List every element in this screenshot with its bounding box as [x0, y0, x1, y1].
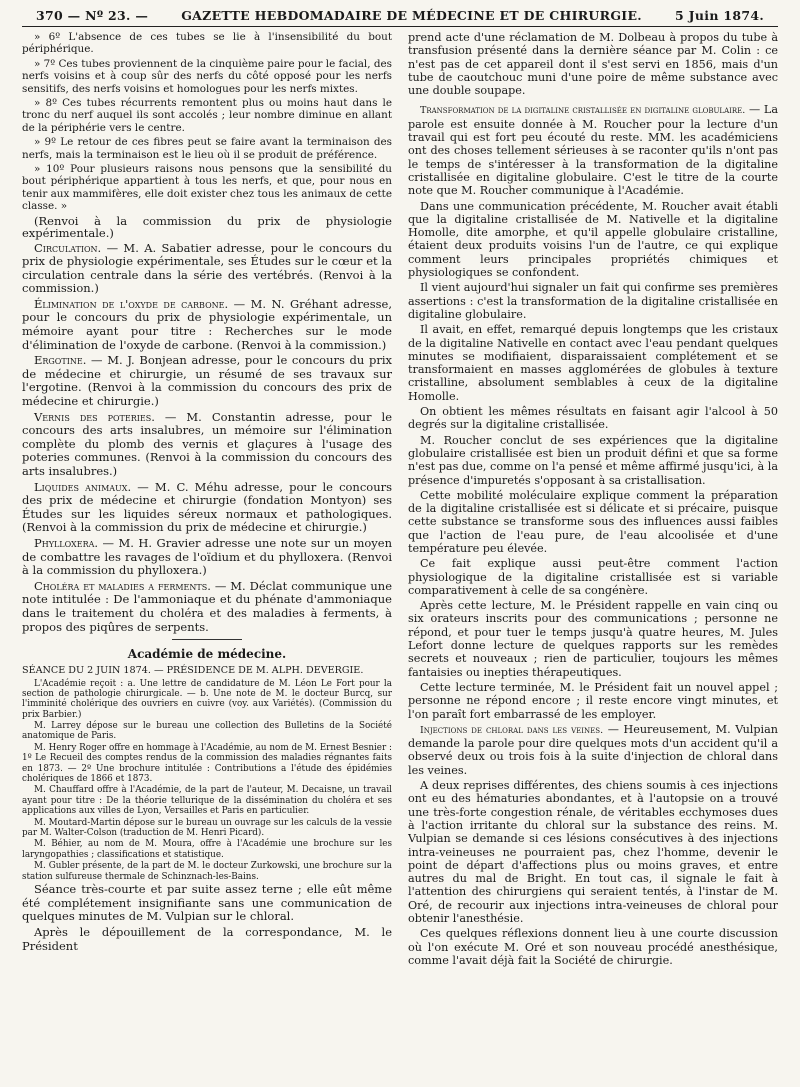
paragraph: Cette lecture terminée, M. le Président fait un nouvel appel ; personne ne répond encore ; il reste encore vingt minutes, et l'on paraît fort embarrassé de les employer. — [408, 680, 778, 721]
liquides-entry: Liquides animaux. — M. C. Méhu adresse, pour le concours des prix de médecine et chirurgie (fondation Montyon) ses Études sur les liquides séreux normaux et pathologiques. (Renvoi à la commission du prix de médecine et chirurgie.) — [22, 479, 392, 535]
circulation-entry: Circulation. — M. A. Sabatier adresse, pour le concours du prix de physiologie expérimentale, ses Études sur le cœur et la circulation centrale dans la série des vertébrés. (Renvoi à la commission.) — [22, 240, 392, 296]
small-paragraph: M. Moutard-Martin dépose sur le bureau un ouvrage sur les calculs de la vessie par M. Walter-Colson (traduction de M. Henri Picard). — [22, 817, 392, 838]
small-paragraph: L'Académie reçoit : a. Une lettre de candidature de M. Léon Le Fort pour la section de pathologie chirurgicale. — b. Une note de M. le docteur Burcq, sur l'imminité cholérique des ouvriers en cuivre (voy. aux Variétés). (Commission du prix Barbier.) — [22, 678, 392, 720]
issue-date: 5 Juin 1874. — [675, 8, 764, 23]
section-divider — [172, 639, 242, 640]
paragraph: Après le dépouillement de la correspondance, M. le Président — [22, 925, 392, 953]
paragraph: » 6º L'absence de ces tubes se lie à l'insensibilité du bout périphérique. — [22, 31, 392, 56]
ergotine-entry: Ergotine. — M. J. Bonjean adresse, pour le concours du prix de médecine et chirurgie, un résumé de ses travaux sur l'ergotine. (Renvoi à la commission du concours des prix de médecine et chirurgie.) — [22, 353, 392, 409]
cholera-entry: Choléra et maladies a ferments. — M. Déclat communique une note intitulée : De l'ammoniaque et du phénate d'ammoniaque dans le traitement du choléra et des maladies à ferments, à propos des piqûres de serpents. — [22, 578, 392, 634]
left-column — [22, 31, 392, 1061]
right-column — [408, 31, 778, 1061]
paragraph: prend acte d'une réclamation de M. Dolbeau à propos du tube à transfusion présenté dans la dernière séance par M. Colin : ce n'est pas de cet appareil dont il s'est servi en 1856, mais d'un tube de caoutchouc muni d'une poire de même substance avec une double soupape. — [408, 31, 778, 98]
phylloxera-entry: Phylloxera. — M. H. Gravier adresse une note sur un moyen de combattre les ravages de l'oïdium et du phylloxera. (Renvoi à la commission du phylloxera.) — [22, 535, 392, 578]
injections-entry: Injections de chloral dans les veines. — Heureusement, M. Vulpian demande la parole pour dire quelques mots d'un accident qu'il a observé deux ou trois fois à la suite d'injection de chloral dans les veines. — [408, 722, 778, 777]
paragraph: Après cette lecture, M. le Président rappelle en vain cinq ou six orateurs inscrits pour des communications ; personne ne répond, et pour tuer le temps jusqu'à quatre heures, M. Jules Lefort donne lecture de quelques rapports sur les remèdes secrets et nouveaux ; rien de particulier, toujours les mêmes fantaisies ou inepties thérapeutiques. — [408, 599, 778, 679]
section-label: Phylloxera. — [34, 535, 99, 550]
page-header — [22, 6, 778, 23]
paragraph: Ce fait explique aussi peut-être comment l'action physiologique de la digitaline cristallisée est si variable comparativement à celle de sa congénère. — [408, 557, 778, 597]
small-paragraph: M. Béhier, au nom de M. Moura, offre à l'Académie une brochure sur les laryngopathies ; classifications et statistique. — [22, 839, 392, 860]
paragraph: » 8º Ces tubes récurrents remontent plus ou moins haut dans le tronc du nerf auquel ils sont accolés ; leur nombre diminue en allant de la périphérie vers le centre. — [22, 97, 392, 134]
paragraph: Cette mobilité moléculaire explique comment la préparation de la digitaline cristallisée est si délicate et si précaire, puisque cette substance se transforme sous des influences aussi faibles que l'action de l'eau pure, de l'eau alcoolisée et d'une température peu élevée. — [408, 488, 778, 555]
seance-line: SÉANCE DU 2 JUIN 1874. — PRÉSIDENCE DE M. ALPH. DEVERGIE. — [22, 664, 364, 676]
paragraph: » 10º Pour plusieurs raisons nous pensons que la sensibilité du bout périphérique appartient à tous les nerfs, et que, pour nous en tenir aux mammifères, elle doit exister chez tous les animaux de cette classe. » — [22, 163, 392, 213]
paragraph: Il avait, en effet, remarqué depuis longtemps que les cristaux de la digitaline Nativelle en contact avec l'eau pendant quelques minutes se modifiaient, disparaissaient complétement et se transformaient en masses agglomérées de globules à texture cristalline, absolument semblables à ceux de la digitaline Homolle. — [408, 323, 778, 403]
small-paragraph: M. Chauffard offre à l'Académie, de la part de l'auteur, M. Decaisne, un travail ayant pour titre : De la théorie tellurique de la dissémination du choléra et ses applications aux villes de Lyon, Versailles et Paris en particulier. — [22, 785, 392, 816]
small-paragraph: M. Henry Roger offre en hommage à l'Académie, au nom de M. Ernest Besnier : 1º Le Recueil des comptes rendus de la commission des maladies régnantes faits en 1873. — 2º Une brochure intitulée : Contributions a l'étude des épidémies cholériques de 1866 et 1873. — [22, 743, 392, 784]
vernis-entry: Vernis des poteries. — M. Constantin adresse, pour le concours des arts insalubres, un mémoire sur l'élimination complète du plomb des vernis et glaçures à l'usage des poteries communes. (Renvoi à la commission du concours des arts insalubres.) — [22, 409, 392, 478]
journal-title: GAZETTE HEBDOMADAIRE DE MÉDECINE ET DE CHIRURGIE. — [181, 8, 642, 23]
header-rule — [22, 26, 778, 27]
section-label: Liquides animaux. — [34, 479, 132, 494]
section-title: Académie de médecine. — [127, 647, 287, 662]
paragraph: A deux reprises différentes, des chiens soumis à ces injections ont eu des hématuries abondantes, et à l'autopsie on a trouvé une très-forte congestion rénale, de véritables ecchymoses dues à l'action irritante du chloral sur la substance des reins. M. Vulpian se demande si ces lésions consécutives à des injections intra-veineuses ne pourraient pas, chez l'homme, devenir le point de départ d'affections plus ou moins graves, et entre autres du mal de Bright. En tout cas, il signale le fait à l'attention des chirurgiens qui seraient tentés, à l'instar de M. Oré, de recourir aux injections intra-veineuses de chloral pour obtenir l'anesthésie. — [408, 779, 778, 925]
paragraph: Séance très-courte et par suite assez terne ; elle eût même été complétement insignifiante sans une communication de quelques minutes de M. Vulpian sur le chloral. — [22, 882, 392, 924]
section-label: Ergotine. — [34, 353, 87, 368]
section-label: Vernis des poteries. — [34, 409, 155, 424]
transformation-entry: Transformation de la digitaline cristallisée en digitaline globulaire. — La parole est ensuite donnée à M. Roucher pour la lecture d'un travail qui est fort peu écouté du reste. MM. les académiciens ont des choses tellement sérieuses à se raconter qu'ils n'ont pas le temps de s'intéresser à la transformation de la digitaline cristallisée en digitaline globulaire. C'est le titre de la courte note que M. Roucher communique à l'Académie. — [408, 103, 778, 198]
paragraph: Ces quelques réflexions donnent lieu à une courte discussion où l'on exécute M. Oré et son nouveau procédé anesthésique, comme l'avait déjà fait la Société de chirurgie. — [408, 927, 778, 967]
paragraph: M. Roucher conclut de ses expériences que la digitaline globulaire cristallisée est bien un produit défini et que sa forme n'est pas due, comme on l'a pensé et même affirmé jusqu'ici, à la présence d'impuretés s'opposant à sa cristallisation. — [408, 433, 778, 487]
paragraph: On obtient les mêmes résultats en faisant agir l'alcool à 50 degrés sur la digitaline cristallisée. — [408, 405, 778, 432]
paragraph: Dans une communication précédente, M. Roucher avait établi que la digitaline cristallisée de M. Nativelle et la digitaline Homolle, dite amorphe, et qu'il appelle globulaire cristalline, étaient deux produits voisins l'un de l'autre, ce qui explique comment leurs principales propriétés chimiques et physiologiques se confondent. — [408, 199, 778, 280]
small-paragraph: M. Gubler présente, de la part de M. le docteur Zurkowski, une brochure sur la station sulfureuse thermale de Schinznach-les-Bains. — [22, 861, 392, 882]
elimination-entry: Élimination de l'oxyde de carbone. — M. N. Gréhant adresse, pour le concours du prix de physiologie expérimentale, un mémoire ayant pour titre : Recherches sur le mode d'élimination de l'oxyde de carbone. (Renvoi à la commission.) — [22, 296, 392, 352]
page-number: 370 — Nº 23. — — [36, 8, 149, 23]
paragraph: » 9º Le retour de ces fibres peut se faire avant la terminaison des nerfs, mais la terminaison est le lieu où il se produit de préférence. — [22, 136, 392, 161]
paragraph: » 7º Ces tubes proviennent de la cinquième paire pour le facial, des nerfs voisins et à coup sûr des nerfs du côté opposé pour les nerfs sensitifs, des nerfs voisins et homologues pour les nerfs mixtes. — [22, 57, 392, 95]
paragraph: (Renvoi à la commission du prix de physiologie expérimentale.) — [22, 213, 392, 241]
section-label: Élimination de l'oxyde de carbone. — [34, 296, 229, 311]
small-paragraph: M. Larrey dépose sur le bureau une collection des Bulletins de la Société anatomique de Paris. — [22, 721, 392, 742]
section-label: Choléra et maladies a ferments. — [34, 578, 211, 593]
columns — [22, 31, 778, 1061]
section-label: Transformation de la digitaline cristallisée en digitaline globulaire. — [420, 105, 746, 117]
section-label: Injections de chloral dans les veines. — [420, 724, 604, 736]
paragraph: Il vient aujourd'hui signaler un fait qui confirme ses premières assertions : c'est la transformation de la digitaline cristallisée en digitaline globulaire. — [408, 281, 778, 321]
section-label: Circulation. — [34, 240, 102, 255]
